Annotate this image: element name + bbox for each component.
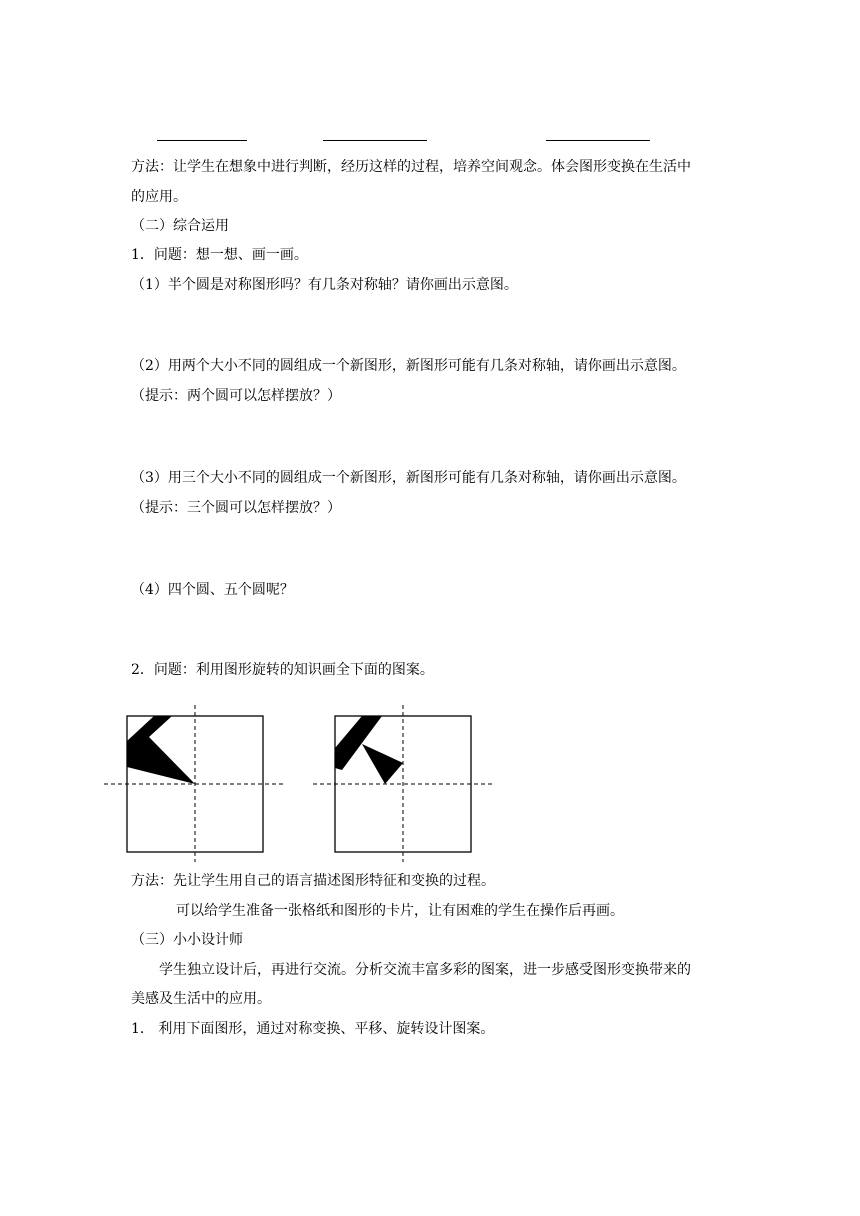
figure-right [313,705,492,862]
figure-left-shape [127,716,195,784]
question-1-part-3: （3）用三个大小不同的圆组成一个新图形，新图形可能有几条对称轴，请你画出示意图。 [131,470,686,486]
question-1-part-3-hint: （提示：三个圆可以怎样摆放？） [131,500,341,516]
design-paragraph-a: 学生独立设计后，再进行交流。分析交流丰富多彩的图案，进一步感受图形变换带来的 [159,962,691,978]
method-paragraph-1a: 方法：让学生在想象中进行判断，经历这样的过程，培养空间观念。体会图形变换在生活中 [131,159,691,175]
method-paragraph-2a: 方法：先让学生用自己的语言描述图形特征和变换的过程。 [131,873,495,889]
method-paragraph-2b: 可以给学生准备一张格纸和图形的卡片，让有困难的学生在操作后再画。 [176,903,624,919]
question-1-part-4: （4）四个圆、五个圆呢？ [131,582,294,598]
question-1-part-1: （1）半个圆是对称图形吗？有几条对称轴？请你画出示意图。 [131,277,518,293]
design-paragraph-b: 美感及生活中的应用。 [131,991,271,1007]
figure-right-triangle [362,744,403,784]
section-heading-3: （三）小小设计师 [131,932,243,948]
method-paragraph-1b: 的应用。 [131,189,187,205]
question-1: 1．问题：想一想、画一画。 [131,247,308,263]
figure-left [104,705,285,862]
question-2: 2．问题：利用图形旋转的知识画全下面的图案。 [131,662,434,678]
design-task-1: 1． 利用下面图形，通过对称变换、平移、旋转设计图案。 [131,1021,495,1037]
question-1-part-2-hint: （提示：两个圆可以怎样摆放？） [131,388,341,404]
section-heading-2: （二）综合运用 [131,218,229,234]
question-1-part-2: （2）用两个大小不同的圆组成一个新图形，新图形可能有几条对称轴，请你画出示意图。 [131,358,686,374]
